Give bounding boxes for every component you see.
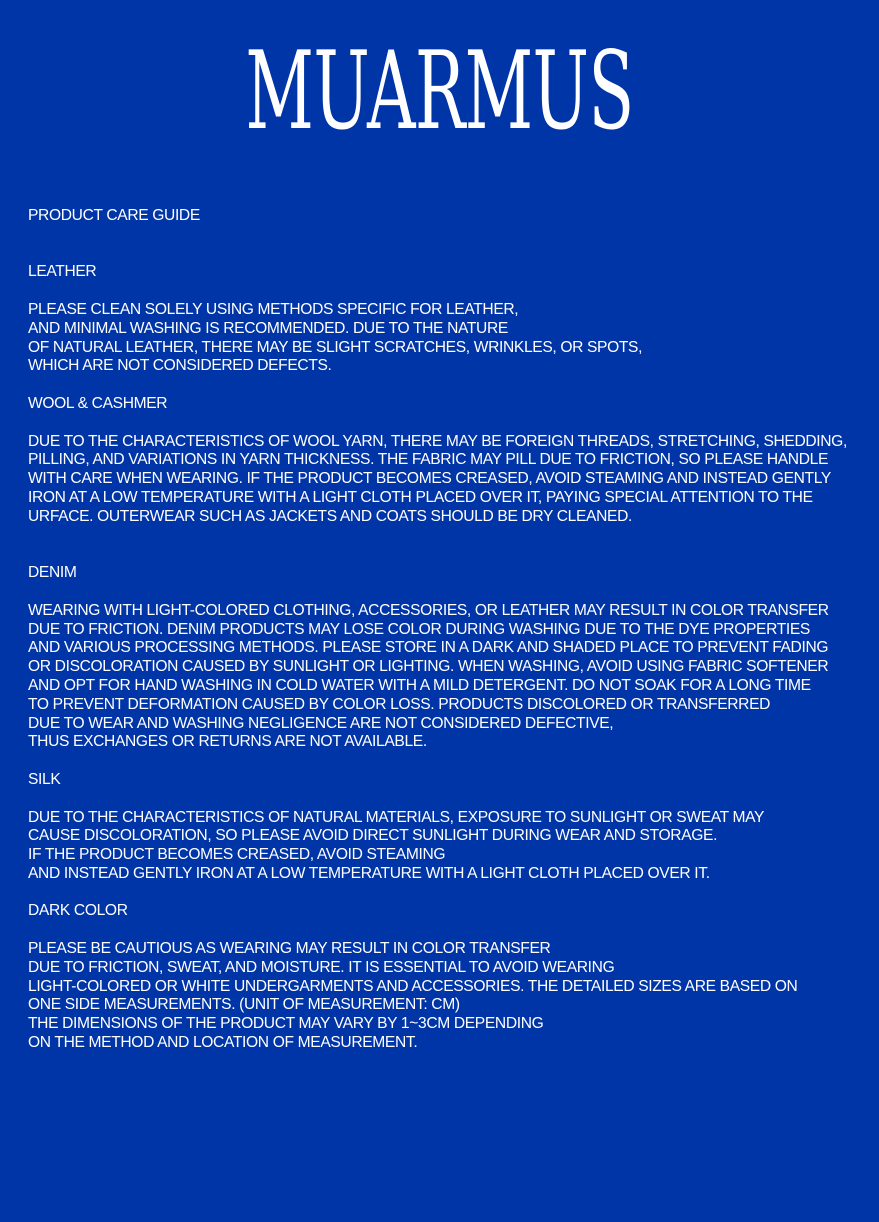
section-wool-cashmere	[28, 395, 858, 527]
section-text-line: DUE TO FRICTION, SWEAT, AND MOISTURE. IT IS ESSENTIAL TO AVOID WEARING	[28, 958, 615, 976]
section-text-line: PLEASE BE CAUTIOUS AS WEARING MAY RESULT IN COLOR TRANSFER	[28, 940, 551, 958]
section-text-line: IF THE PRODUCT BECOMES CREASED, AVOID STEAMING	[28, 846, 446, 864]
section-text-line: DUE TO WEAR AND WASHING NEGLIGENCE ARE NOT CONSIDERED DEFECTIVE,	[28, 714, 614, 732]
section-text-line: OF NATURAL LEATHER, THERE MAY BE SLIGHT SCRATCHES, WRINKLES, OR SPOTS,	[28, 338, 643, 356]
section-text-line: URFACE. OUTERWEAR SUCH AS JACKETS AND COATS SHOULD BE DRY CLEANED.	[28, 507, 632, 525]
section-text-line: WHICH ARE NOT CONSIDERED DEFECTS.	[28, 357, 332, 375]
section-dark-color	[28, 902, 858, 1052]
section-silk	[28, 771, 858, 884]
section-text-line: ONE SIDE MEASUREMENTS. (UNIT OF MEASUREMENT: CM)	[28, 996, 460, 1014]
section-text-line: AND MINIMAL WASHING IS RECOMMENDED. DUE TO THE NATURE	[28, 319, 508, 337]
section-text-line: PILLING, AND VARIATIONS IN YARN THICKNESS. THE FABRIC MAY PILL DUE TO FRICTION, SO PLEASE HANDLE	[28, 451, 829, 469]
section-text-line: AND VARIOUS PROCESSING METHODS. PLEASE STORE IN A DARK AND SHADED PLACE TO PREVENT FADING	[28, 639, 829, 657]
section-text-line: PLEASE CLEAN SOLELY USING METHODS SPECIFIC FOR LEATHER,	[28, 300, 519, 318]
section-text-line: WEARING WITH LIGHT-COLORED CLOTHING, ACCESSORIES, OR LEATHER MAY RESULT IN COLOR TRANSFER	[28, 601, 829, 619]
section-text-line: THE DIMENSIONS OF THE PRODUCT MAY VARY BY 1~3CM DEPENDING	[28, 1015, 544, 1033]
section-text-line: LIGHT-COLORED OR WHITE UNDERGARMENTS AND ACCESSORIES. THE DETAILED SIZES ARE BASED ON	[28, 977, 798, 995]
brand-logo: MUARMUS	[245, 29, 634, 154]
section-text-line: IRON AT A LOW TEMPERATURE WITH A LIGHT CLOTH PLACED OVER IT, PAYING SPECIAL ATTENTION TO THE	[28, 488, 813, 506]
section-text-line: DUE TO FRICTION. DENIM PRODUCTS MAY LOSE COLOR DURING WASHING DUE TO THE DYE PROPERTIES	[28, 620, 810, 638]
section-denim	[28, 564, 858, 752]
section-text-line: WITH CARE WHEN WEARING. IF THE PRODUCT BECOMES CREASED, AVOID STEAMING AND INSTEAD GENTLY	[28, 470, 831, 488]
section-text-line: AND INSTEAD GENTLY IRON AT A LOW TEMPERATURE WITH A LIGHT CLOTH PLACED OVER IT.	[28, 864, 710, 882]
section-text-line: TO PREVENT DEFORMATION CAUSED BY COLOR LOSS. PRODUCTS DISCOLORED OR TRANSFERRED	[28, 695, 771, 713]
section-text-line: THUS EXCHANGES OR RETURNS ARE NOT AVAILABLE.	[28, 733, 427, 751]
section-heading: WOOL & CASHMER	[28, 394, 168, 412]
section-leather	[28, 263, 858, 376]
section-heading: DENIM	[28, 564, 77, 582]
section-text-line: DUE TO THE CHARACTERISTICS OF WOOL YARN, THERE MAY BE FOREIGN THREADS, STRETCHING, SHEDDING,	[28, 432, 847, 450]
care-guide	[28, 207, 858, 1053]
section-text-line: AND OPT FOR HAND WASHING IN COLD WATER WITH A MILD DETERGENT. DO NOT SOAK FOR A LONG TIME	[28, 676, 811, 694]
section-heading: SILK	[28, 770, 61, 788]
section-text-line: DUE TO THE CHARACTERISTICS OF NATURAL MATERIALS, EXPOSURE TO SUNLIGHT OR SWEAT MAY	[28, 808, 765, 826]
section-heading: LEATHER	[28, 263, 97, 281]
section-text-line: CAUSE DISCOLORATION, SO PLEASE AVOID DIRECT SUNLIGHT DURING WEAR AND STORAGE.	[28, 827, 718, 845]
section-text-line: ON THE METHOD AND LOCATION OF MEASUREMENT.	[28, 1034, 418, 1052]
page-title: PRODUCT CARE GUIDE	[28, 207, 200, 224]
section-heading: DARK COLOR	[28, 902, 128, 920]
section-text-line: OR DISCOLORATION CAUSED BY SUNLIGHT OR LIGHTING. WHEN WASHING, AVOID USING FABRIC SOFTENER	[28, 658, 829, 676]
